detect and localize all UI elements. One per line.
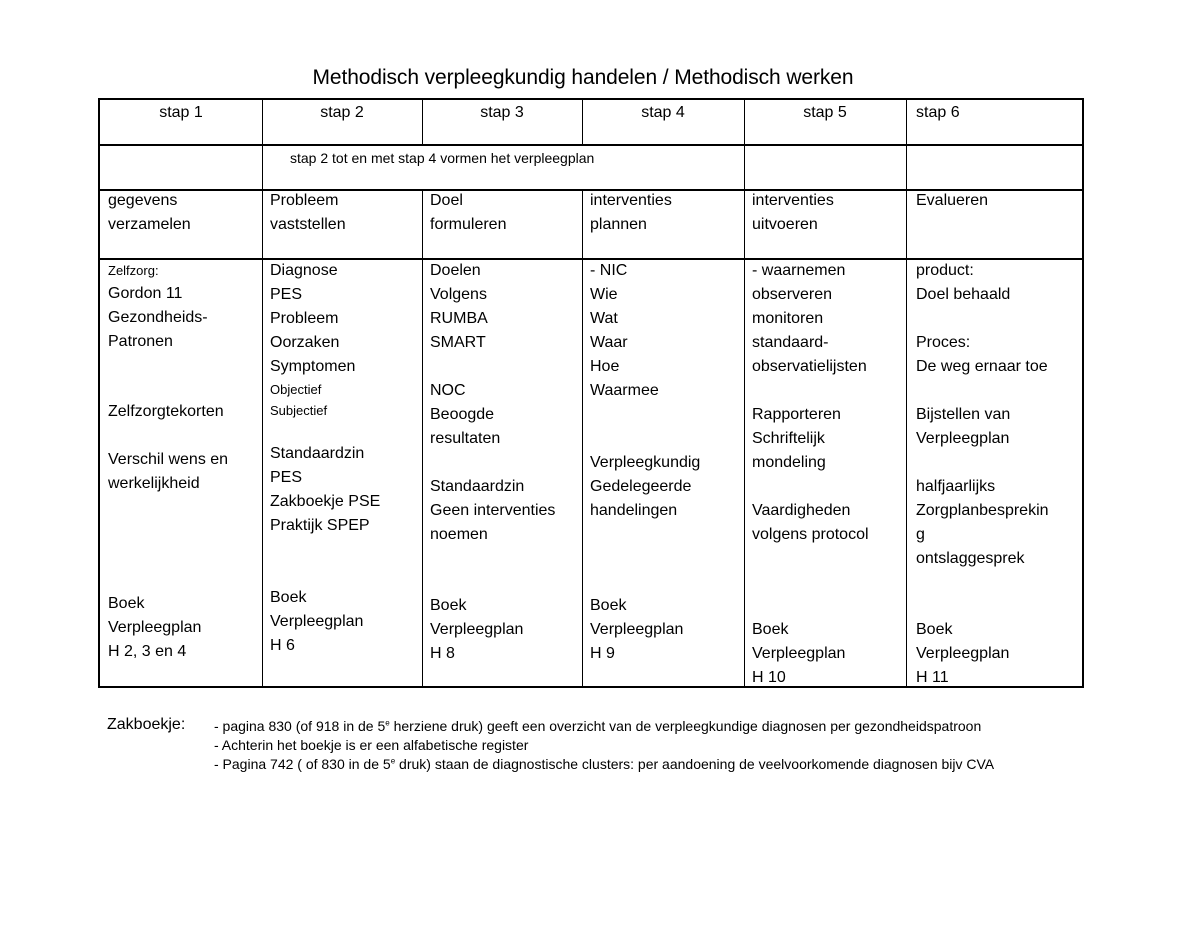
book-ref-stap-2: Boek Verpleegplan H 6 bbox=[270, 589, 364, 654]
column-divider bbox=[744, 100, 745, 686]
content-stap-6-d: halfjaarlijks Zorgplanbesprekin g ontslaggesprek bbox=[916, 478, 1049, 567]
content-stap-2-b: Standaardzin PES Zakboekje PSE Praktijk SPEP bbox=[270, 445, 381, 534]
header-stap-5: stap 5 bbox=[803, 104, 847, 121]
footer-notes bbox=[214, 718, 994, 772]
phase-stap-2: Probleem vaststellen bbox=[270, 192, 346, 233]
content-stap-4-b: Verpleegkundig Gedelegeerde handelingen bbox=[590, 454, 701, 519]
book-ref-stap-6: Boek Verpleegplan H 11 bbox=[916, 621, 1010, 686]
footer-note-2: - Achterin het boekje is er een alfabetische register bbox=[214, 737, 529, 753]
content-stap-6: product: Doel behaald bbox=[916, 262, 1011, 303]
book-ref-stap-1: Boek Verpleegplan H 2, 3 en 4 bbox=[108, 595, 202, 660]
footer-note-3: - Pagina 742 ( of 830 in de 5e druk) staan de diagnostische clusters: per aandoening de veelvoorkomende diagnosen bijv CVA bbox=[214, 756, 995, 772]
phase-stap-5: interventies uitvoeren bbox=[752, 192, 834, 233]
content-stap-3-c: Standaardzin Geen interventies noemen bbox=[430, 478, 556, 543]
column-divider bbox=[422, 189, 423, 686]
phase-stap-1: gegevens verzamelen bbox=[108, 192, 191, 233]
content-stap-6-b: Proces: De weg ernaar toe bbox=[916, 334, 1048, 375]
column-divider bbox=[906, 100, 907, 686]
content-stap-4: - NIC Wie Wat Waar Hoe Waarmee bbox=[590, 262, 659, 399]
book-ref-stap-5: Boek Verpleegplan H 10 bbox=[752, 621, 846, 686]
book-ref-stap-3: Boek Verpleegplan H 8 bbox=[430, 597, 524, 662]
content-stap-5: - waarnemen observeren monitoren standaard- observatielijsten bbox=[752, 262, 867, 375]
content-stap-3-b: NOC Beoogde resultaten bbox=[430, 382, 501, 447]
column-divider bbox=[582, 189, 583, 686]
content-stap-5-b: Rapporteren Schriftelijk mondeling bbox=[752, 406, 841, 471]
book-ref-stap-4: Boek Verpleegplan H 9 bbox=[590, 597, 684, 662]
footer-note-1: - pagina 830 (of 918 in de 5e herziene druk) geeft een overzicht van de verpleegkundige diagnosen per gezondheidspatroon bbox=[214, 718, 982, 734]
content-stap-1-c: Verschil wens en werkelijkheid bbox=[108, 451, 229, 492]
content-stap-1-b: Zelfzorgtekorten bbox=[108, 403, 224, 420]
header-stap-2: stap 2 bbox=[320, 104, 364, 121]
phase-stap-6: Evalueren bbox=[916, 192, 989, 209]
footer-label: Zakboekje: bbox=[107, 716, 186, 733]
header-stap-3: stap 3 bbox=[480, 104, 524, 121]
process-table bbox=[98, 98, 1084, 688]
column-divider bbox=[262, 100, 263, 686]
phase-stap-4: interventies plannen bbox=[590, 192, 672, 233]
header-stap-1: stap 1 bbox=[159, 104, 203, 121]
content-stap-5-c: Vaardigheden volgens protocol bbox=[752, 502, 869, 543]
content-stap-3: Doelen Volgens RUMBA SMART bbox=[430, 262, 488, 351]
header-stap-4: stap 4 bbox=[641, 104, 685, 121]
header-stap-6: stap 6 bbox=[916, 104, 960, 121]
content-stap-6-c: Bijstellen van Verpleegplan bbox=[916, 406, 1011, 447]
content-stap-1: Zelfzorg: Gordon 11 Gezondheids- Patronen bbox=[108, 263, 208, 350]
content-stap-2: Diagnose PES Probleem Oorzaken Symptomen Objectief Subjectief bbox=[270, 262, 356, 418]
phase-stap-3: Doel formuleren bbox=[430, 192, 507, 233]
plan-note: stap 2 tot en met stap 4 vormen het verpleegplan bbox=[290, 150, 595, 166]
page-title: Methodisch verpleegkundig handelen / Methodisch werken bbox=[312, 66, 854, 89]
